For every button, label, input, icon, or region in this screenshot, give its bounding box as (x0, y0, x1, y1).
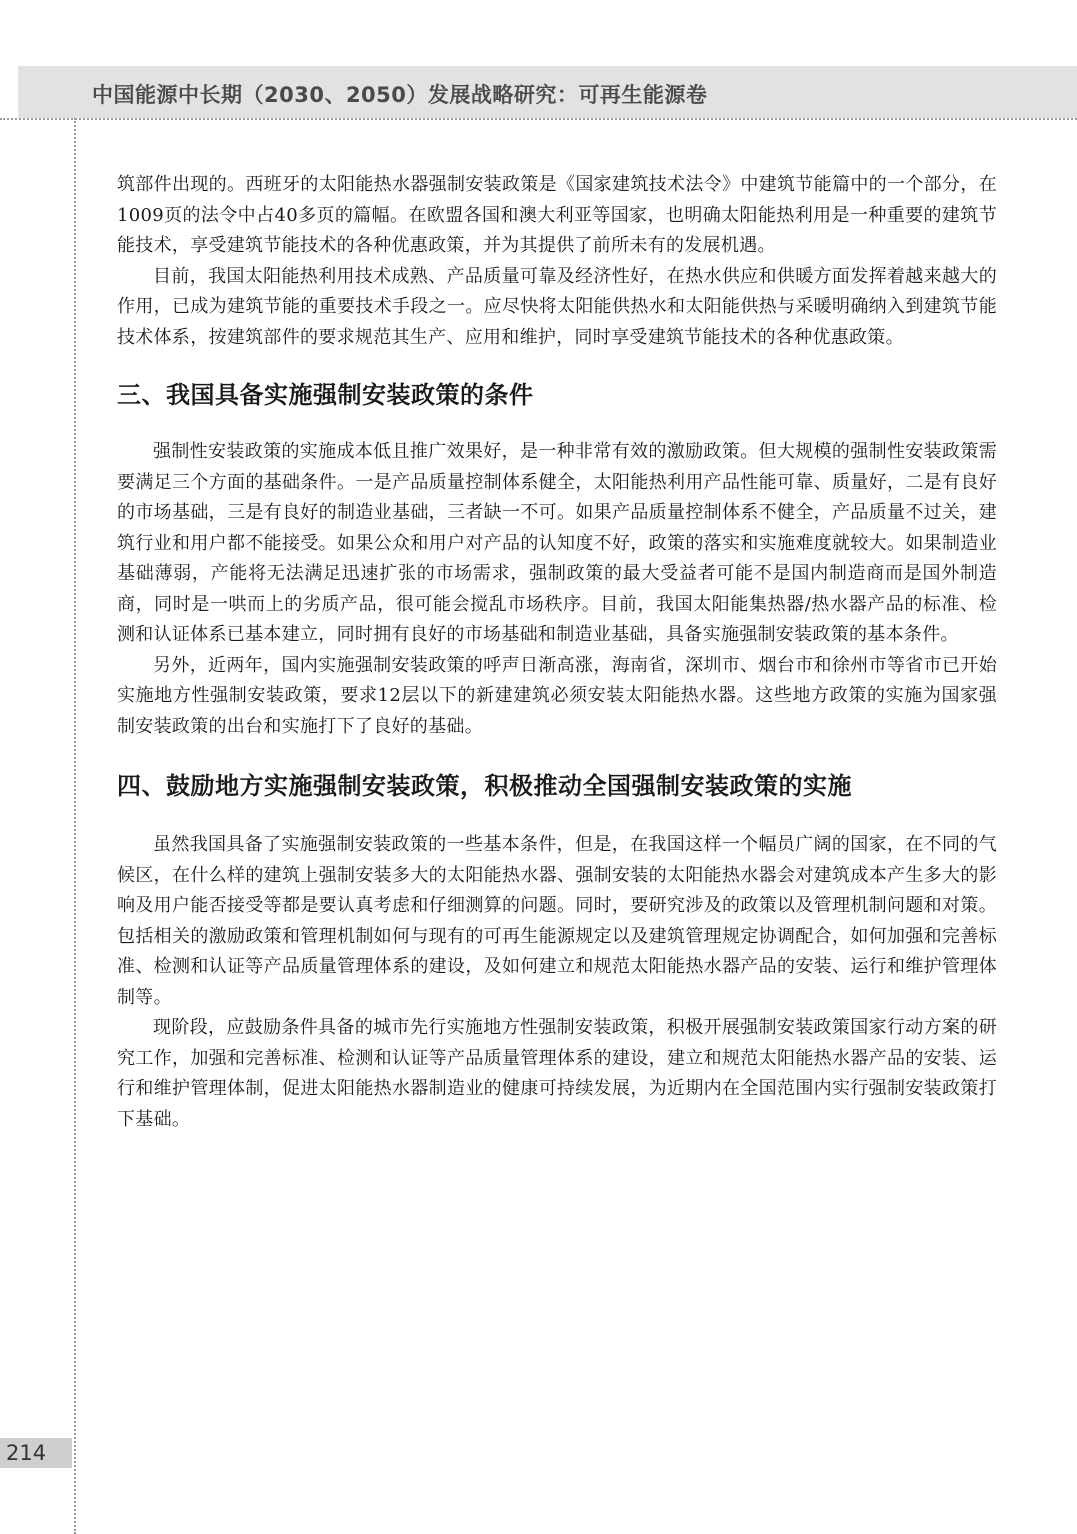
body-paragraph: 筑部件出现的。西班牙的太阳能热水器强制安装政策是《国家建筑技术法令》中建筑节能篇中的一个部分，在1009页的法令中占40多页的篇幅。在欧盟各国和澳大利亚等国家，也明确太阳能热利用是一种重要的建筑节能技术，享受建筑节能技术的各种优惠政策，并为其提供了前所未有的发展机遇。 (117, 174, 997, 256)
body-paragraph: 强制性安装政策的实施成本低且推广效果好，是一种非常有效的激励政策。但大规模的强制性安装政策需要满足三个方面的基础条件。一是产品质量控制体系健全，太阳能热利用产品性能可靠、质量好，二是有良好的市场基础，三是有良好的制造业基础，三者缺一不可。如果产品质量控制体系不健全，产品质量不过关，建筑行业和用户都不能接受。如果公众和用户对产品的认知度不好，政策的落实和实施难度就较大。如果制造业基础薄弱，产能将无法满足迅速扩张的市场需求，强制政策的最大受益者可能不是国内制造商而是国外制造商，同时是一哄而上的劣质产品，很可能会搅乱市场秩序。目前，我国太阳能集热器/热水器产品的标准、检测和认证体系已基本建立，同时拥有良好的市场基础和制造业基础，具备实施强制安装政策的基本条件。 (117, 441, 997, 645)
section-heading: 四、鼓励地方实施强制安装政策，积极推动全国强制安装政策的实施 (117, 772, 852, 800)
page-body (117, 170, 997, 1135)
body-paragraph: 现阶段，应鼓励条件具备的城市先行实施地方性强制安装政策，积极开展强制安装政策国家行动方案的研究工作，加强和完善标准、检测和认证等产品质量管理体系的建设，建立和规范太阳能热水器产品的安装、运行和维护管理体制，促进太阳能热水器制造业的健康可持续发展，为近期内在全国范围内实行强制安装政策打下基础。 (117, 1017, 997, 1130)
body-paragraph: 虽然我国具备了实施强制安装政策的一些基本条件，但是，在我国这样一个幅员广阔的国家，在不同的气候区，在什么样的建筑上强制安装多大的太阳能热水器、强制安装的太阳能热水器会对建筑成本产生多大的影响及用户能否接受等都是要认真考虑和仔细测算的问题。同时，要研究涉及的政策以及管理机制问题和对策。包括相关的激励政策和管理机制如何与现有的可再生能源规定以及建筑管理规定协调配合，如何加强和完善标准、检测和认证等产品质量管理体系的建设，及如何建立和规范太阳能热水器产品的安装、运行和维护管理体制等。 (117, 834, 997, 1008)
header-divider (0, 118, 1077, 120)
running-header-title: 中国能源中长期（2030、2050）发展战略研究：可再生能源卷 (92, 83, 708, 107)
body-paragraph: 另外，近两年，国内实施强制安装政策的呼声日渐高涨，海南省，深圳市、烟台市和徐州市等省市已开始实施地方性强制安装政策，要求12层以下的新建建筑必须安装太阳能热水器。这些地方政策的实施为国家强制安装政策的出台和实施打下了良好的基础。 (117, 654, 997, 737)
section-heading: 三、我国具备实施强制安装政策的条件 (117, 381, 534, 409)
margin-rule (74, 118, 76, 1534)
body-paragraph: 目前，我国太阳能热利用技术成熟、产品质量可靠及经济性好，在热水供应和供暖方面发挥着越来越大的作用，已成为建筑节能的重要技术手段之一。应尽快将太阳能供热水和太阳能供热与采暖明确纳入到建筑节能技术体系，按建筑部件的要求规范其生产、应用和维护，同时享受建筑节能技术的各种优惠政策。 (117, 265, 997, 348)
page-number: 214 (6, 1441, 47, 1465)
